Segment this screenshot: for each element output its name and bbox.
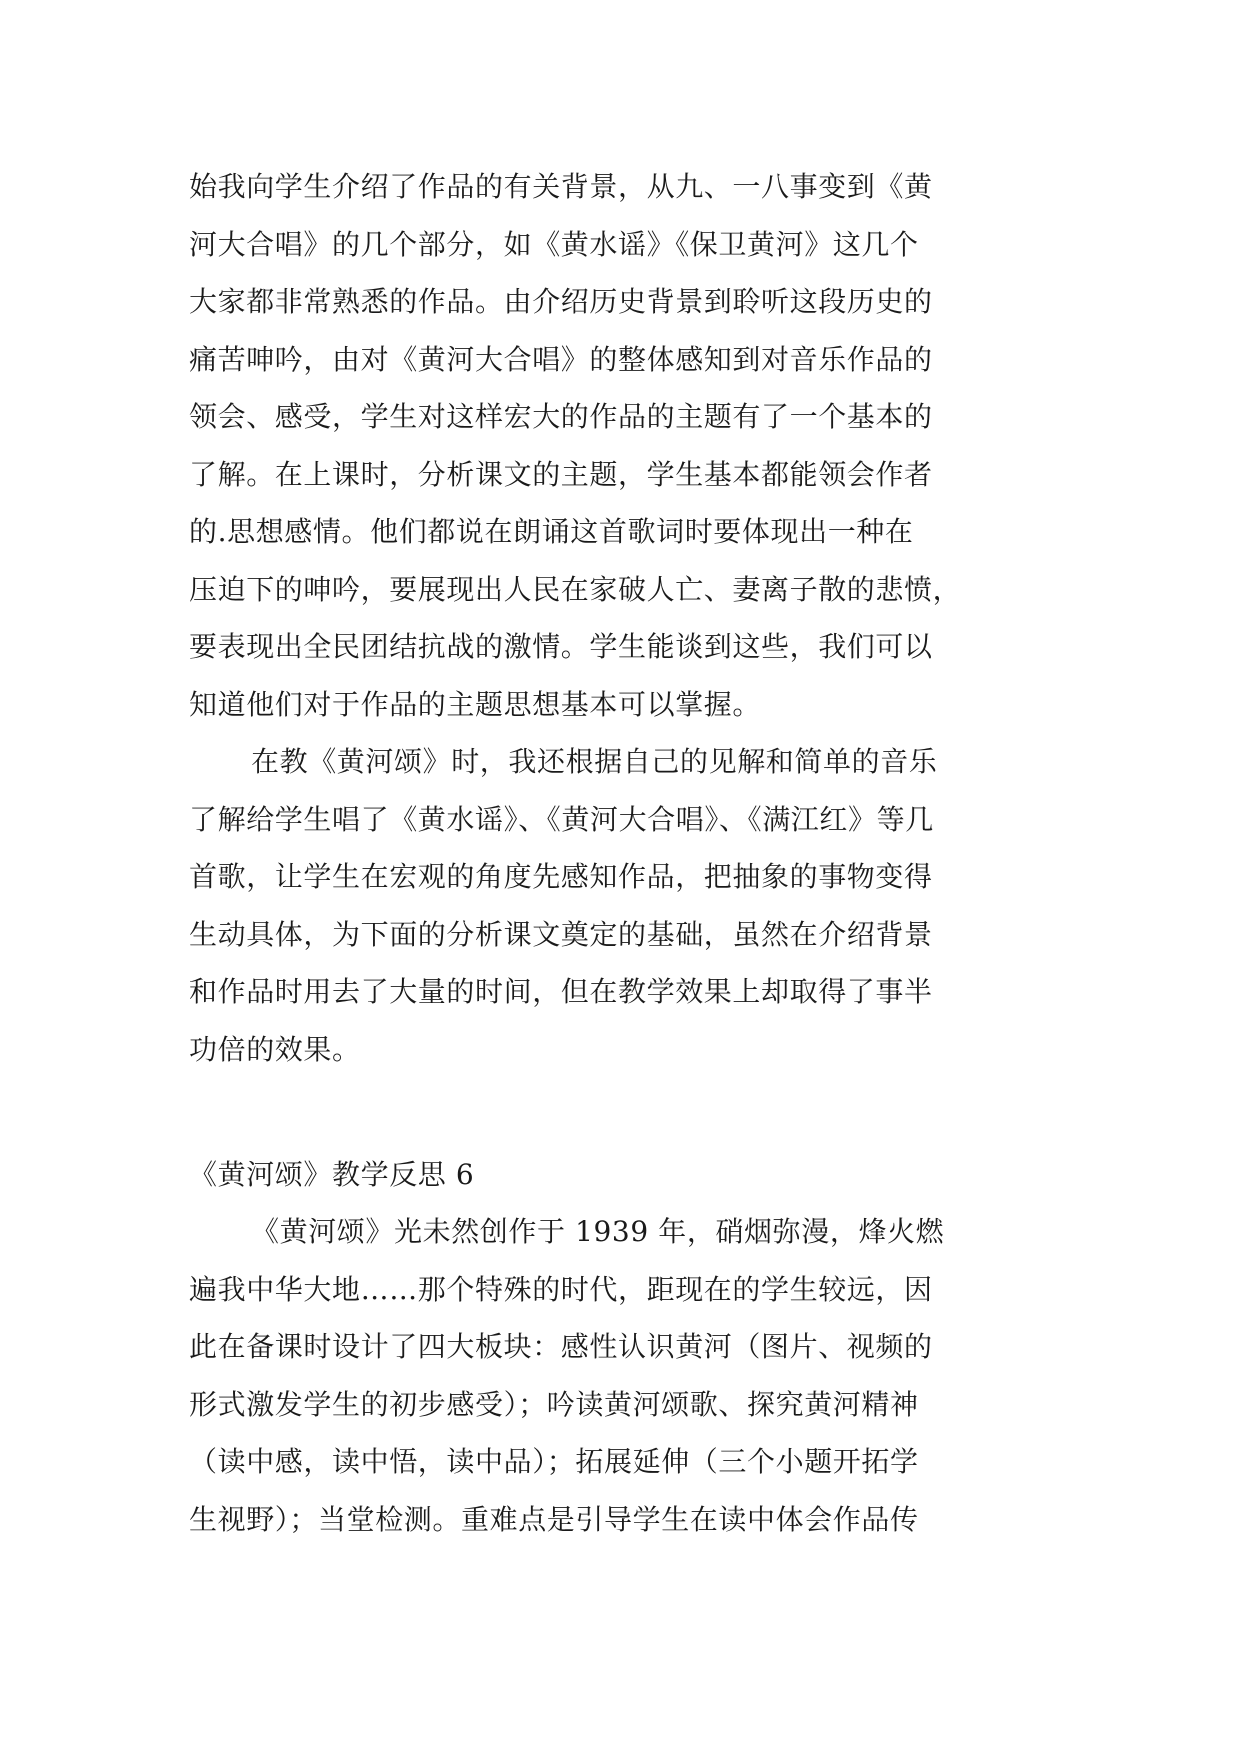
paragraph-line: 《黄河颂》光未然创作于 1939 年，硝烟弥漫，烽火燃 [251,1215,945,1248]
paragraph-line: 此在备课时设计了四大板块：感性认识黄河（图片、视频的 [189,1330,933,1363]
paragraph-line: （读中感，读中悟，读中品）；拓展延伸（三个小题开拓学 [189,1445,919,1478]
paragraph-line: 功倍的效果。 [189,1032,361,1066]
paragraph-line: 的.思想感情。他们都说在朗诵这首歌词时要体现出一种在 [189,515,914,548]
paragraph-3 [189,1203,1051,1548]
paragraph-line: 遍我中华大地……那个特殊的时代，距现在的学生较远，因 [189,1272,933,1306]
paragraph-line: 知道他们对于作品的主题思想基本可以掌握。 [189,687,762,721]
paragraph-line: 要表现出全民团结抗战的激情。学生能谈到这些，我们可以 [189,630,933,663]
paragraph-1 [189,158,1051,733]
paragraph-line: 痛苦呻吟，由对《黄河大合唱》的整体感知到对音乐作品的 [189,342,933,376]
paragraph-line: 了解。在上课时，分析课文的主题，学生基本都能领会作者 [189,457,933,491]
paragraph-line: 生动具体，为下面的分析课文奠定的基础，虽然在介绍背景 [189,917,933,951]
paragraph-line: 领会、感受，学生对这样宏大的作品的主题有了一个基本的 [189,400,933,433]
paragraph-line: 始我向学生介绍了作品的有关背景，从九、一八事变到《黄 [189,170,933,203]
paragraph-line: 生视野）；当堂检测。重难点是引导学生在读中体会作品传 [189,1502,919,1536]
paragraph-line: 首歌，让学生在宏观的角度先感知作品，把抽象的事物变得 [189,860,933,893]
section-heading: 《黄河颂》教学反思 6 [189,1158,475,1191]
paragraph-line: 大家都非常熟悉的作品。由介绍历史背景到聆听这段历史的 [189,285,933,318]
paragraph-line: 和作品时用去了大量的时间，但在教学效果上却取得了事半 [189,975,933,1008]
paragraph-line: 形式激发学生的初步感受）；吟读黄河颂歌、探究黄河精神 [189,1387,919,1421]
paragraph-line: 压迫下的呻吟，要展现出人民在家破人亡、妻离子散的悲愤， [189,572,962,606]
paragraph-line: 了解给学生唱了《黄水谣》、《黄河大合唱》、《满江红》等几 [189,802,934,836]
paragraph-line: 河大合唱》的几个部分，如《黄水谣》《保卫黄河》这几个 [189,227,919,261]
paragraph-2 [189,733,1051,1078]
paragraph-line: 在教《黄河颂》时，我还根据自己的见解和简单的音乐 [251,745,938,778]
